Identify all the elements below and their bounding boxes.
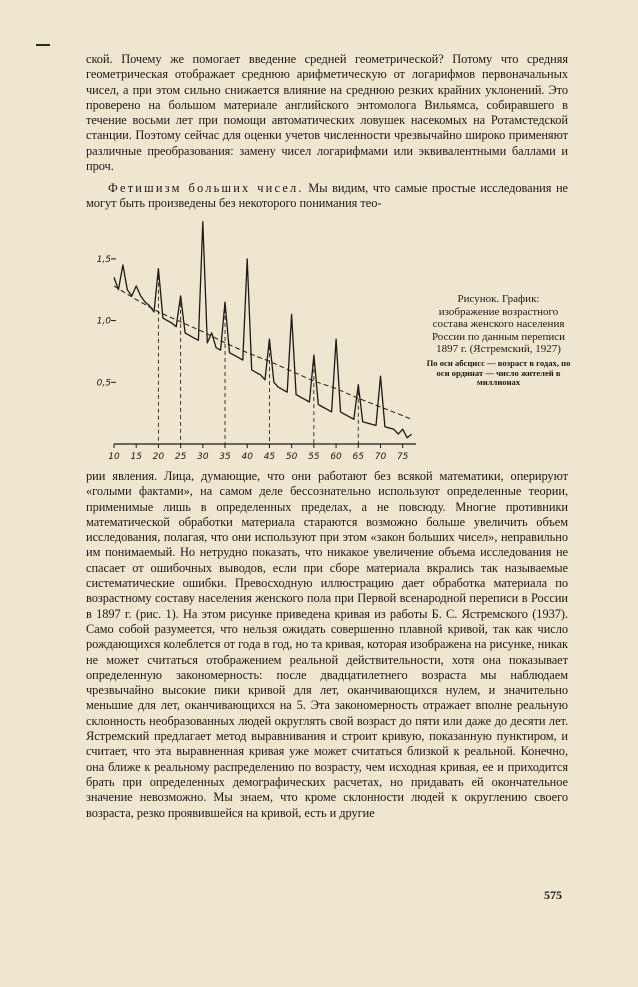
x-tick-label-70: 70 [374, 452, 387, 462]
x-tick-label-15: 15 [130, 452, 142, 462]
y-tick-label-1,0: 1,0 [96, 316, 111, 327]
x-tick-label-65: 65 [352, 452, 364, 462]
y-tick-label-0,5: 0,5 [96, 378, 111, 389]
paragraph-2-text: Мы видим, что самые простые исследования не могут быть произведены без некоторого понимания тео- [86, 181, 569, 211]
x-tick-label-35: 35 [219, 452, 231, 462]
figure-caption [426, 293, 571, 388]
paragraph-3: рии явления. Лица, думающие, что они работают без всякой математики, оперируют «голыми фактами», на самом деле бессознательно используют определенные теории, применимые лишь в определенных пределах, а не повсюду. Многие противники математической обработки материала стараются возможно больше увеличить объем исследования, полагая, что они используют при этом «закон больших чисел», неправильно им понимаемый. Но нетрудно показать, что никакое увеличение объема исследования не спасает от ошибочных выводов, если при сборе материала вкрались так называемые систематические ошибки. Превосходную иллюстрацию дает обработка материала по возрастному составу населения женского пола при Первой всенародной переписи в России в 1897 г. (рис. 1). На этом рисунке приведена кривая из работы Б. С. Ястремского (1937). Само собой разумеется, что нельзя ожидать совершенно плавной кривой, так как число рождающихся колеблется от года в год, но та кривая, которая изображена на рисунке, никак не может считаться отображением реальной действительности, хотя она показывает определенную закономерность: после двадцатилетнего возраста мы наблюдаем чрезвычайно высокие пики кривой для лет, оканчивающихся нулем, и значительно меньшие для лет, оканчивающихся на 5. Эта закономерность отражает вполне реальную склонность необразованных людей округлять свой возраст до пяти или даже до десяти лет. Ястремский предлагает метод выравнивания и строит кривую, показанную пунктиром, и считает, что эта выравненная кривая уже может считаться близкой к реальной. Конечно, она ближе к реальному распределению по возрасту, чем исходная кривая, ее и приходится брать при определенных демографических расчетах, но придавать ей окончательное значение невозможно. Мы знаем, что кроме склонности людей к округлению своего возраста, резко проявившейся на кривой, есть и другие [86, 469, 568, 820]
page-number: 575 [544, 888, 562, 902]
x-tick-label-50: 50 [285, 452, 298, 462]
x-tick-label-60: 60 [330, 452, 342, 462]
caption-text: Рисунок. График: изображение возрастного состава женского населения России по данным переписи 1897 г. (Ястремский, 1927) [431, 293, 566, 356]
x-tick-label-45: 45 [263, 452, 276, 462]
x-tick-label-40: 40 [241, 452, 253, 462]
margin-dash [36, 44, 50, 46]
x-tick-label-25: 25 [174, 452, 187, 462]
x-tick-label-75: 75 [396, 452, 409, 462]
caption-axis-note: По оси абсцисс — возраст в годах, по оси ординат — число жителей в миллионах [426, 357, 571, 388]
x-tick-label-30: 30 [197, 452, 209, 462]
age-distribution-chart [86, 218, 426, 468]
x-tick-label-20: 20 [152, 452, 165, 462]
x-tick-label-10: 10 [108, 452, 120, 462]
section-lead-heading: Фетишизм больших чисел. [108, 181, 304, 195]
paragraph-2 [86, 181, 568, 212]
paragraph-1: ской. Почему же помогает введение средней геометрической? Потому что средняя геометрическая отображает среднюю арифметическую от логарифмов первоначальных чисел, а при этом сильно снижается влияние на среднюю резких крайних уклонений. Это проверено на большом материале английского энтомолога Вильямса, собиравшего в течение восьми лет при помощи автоматических ловушек насекомых на Ротамстедской станции. Поэтому сейчас для оценки учетов численности чрезвычайно широко применяют различные преобразования: замену чисел логарифмами или эквивалентными баллами и проч. [86, 52, 568, 174]
figure [86, 218, 571, 468]
x-tick-label-55: 55 [308, 452, 320, 462]
y-tick-label-1,5: 1,5 [96, 254, 111, 265]
